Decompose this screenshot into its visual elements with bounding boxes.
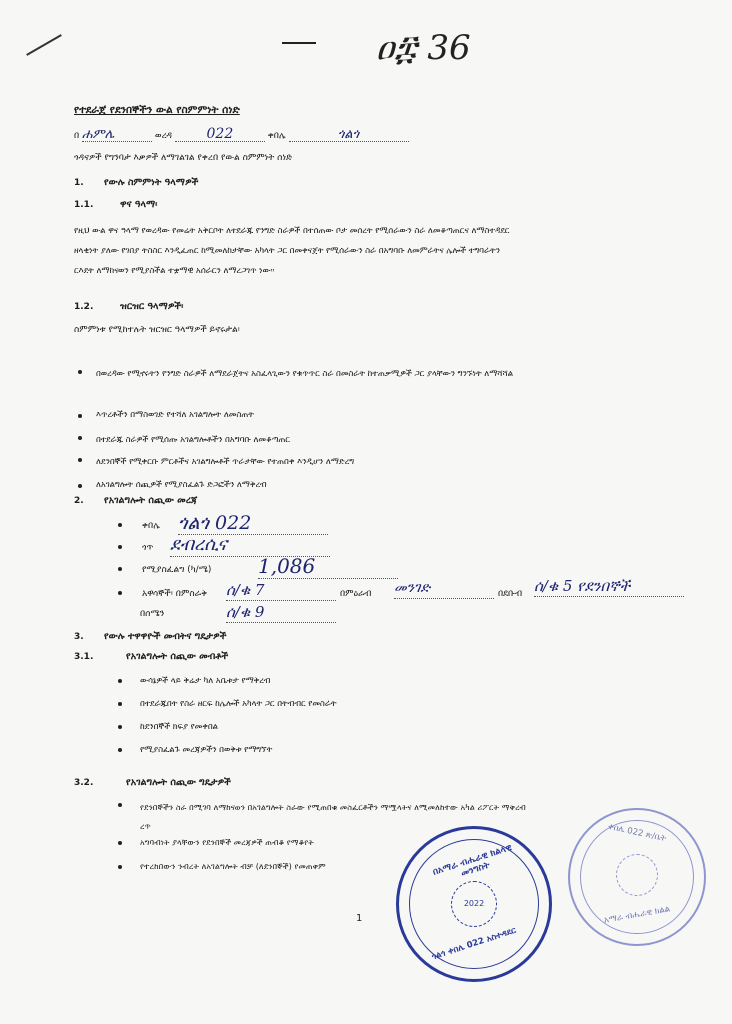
section-1-2-intro: ስምምነቱ የሚከተሉት ዝርዝር ዓላማዎች ይኖሩታል፡ bbox=[74, 325, 240, 335]
section-1-2-title: ዝርዝር ዓላማዎች፡ bbox=[120, 301, 184, 312]
para-line: ርእደት ለማከናወን የሚያስችል ተቋማዊ አሰራርን ለማረጋገጥ ነው። bbox=[74, 265, 275, 275]
info-hand: ሰ/ቁ 5 የደንበኞች bbox=[534, 576, 684, 597]
list-item-text: ለአገልግሎት ሰጪዎች የሚያስፈልጉ ድጋፎችን ለማቅረብ bbox=[96, 479, 267, 489]
bullet-dot bbox=[118, 679, 122, 683]
bullet-dot bbox=[118, 523, 122, 527]
meta-hand-3: ጎልጎ bbox=[289, 128, 409, 142]
list-item bbox=[74, 478, 674, 491]
info-label: የሚያስፈልግ (ካ/ሜ) bbox=[142, 565, 212, 575]
info-hand: ደብረሲና bbox=[170, 534, 330, 557]
section-2-number: 2. bbox=[74, 496, 84, 506]
section-3-title: የውሉ ተዋዋዮች መብትና ግዴታዎች bbox=[104, 631, 227, 642]
meta-label-1: በ bbox=[74, 131, 80, 141]
info-hand: 1,086 bbox=[258, 554, 398, 579]
bullet-dot bbox=[118, 841, 122, 845]
info-hand: ሰ/ቁ 7 bbox=[226, 580, 336, 601]
meta-hand-1: ሐምሌ bbox=[82, 128, 152, 142]
section-1-2-number: 1.2. bbox=[74, 302, 94, 312]
bullet-dot bbox=[118, 591, 122, 595]
para-line: ዘላቂነት ያለው የገበያ ትስስር እንዲፈጠር ከሚመለከታቸው አካላት ጋር በመቀናጀት የሚሰራውን ስራ በአግባቡ ለመምራትና ሌሎች ተግባራትን bbox=[74, 245, 501, 255]
info-label: በደቡብ bbox=[498, 589, 523, 599]
section-3-number: 3. bbox=[74, 632, 84, 642]
meta-line bbox=[74, 128, 544, 144]
meta-hand-2: 022 bbox=[175, 128, 265, 142]
pen-mark bbox=[26, 34, 62, 56]
section-2-title: የአገልግሎት ሰጪው መረጃ bbox=[104, 495, 198, 506]
handwritten-reference: ዐ፰ 36 bbox=[376, 28, 471, 68]
bullet-dot bbox=[118, 545, 122, 549]
meta-label-3: ቀበሌ bbox=[267, 131, 286, 141]
intro-line: ጎዳናዎች የግንባታ እቃዎች ለማገልገል የቀረበ የውል ስምምነት ሰነድ bbox=[74, 153, 293, 163]
info-label: አዋሳኞች፡ በምስራቅ bbox=[142, 589, 208, 599]
section-1-title: የውሉ ስምምነት ዓላማዎች bbox=[104, 177, 199, 188]
bullet-dot bbox=[78, 484, 82, 488]
list-item bbox=[74, 430, 674, 448]
section-1-1-title: ዋና ዓላማ፡ bbox=[120, 199, 158, 210]
bullet-dot bbox=[118, 803, 122, 807]
document-title: የተደራጀ የደንበኞችን ውል የስምምነት ሰነድ bbox=[74, 104, 240, 116]
section-1-number: 1. bbox=[74, 178, 84, 188]
section-1-1-number: 1.1. bbox=[74, 200, 94, 210]
stamp-text-bottom: ጎልጎ ቀበሌ 022 አስተዳደር bbox=[430, 925, 518, 963]
bullet-dot bbox=[118, 702, 122, 706]
info-hand: ሰ/ቁ 9 bbox=[226, 602, 336, 623]
list-item-text: የሚያስፈልጉ መረጃዎችን በወቅቱ የማግኘት bbox=[140, 744, 273, 754]
list-item-text: በወረዳው የሚኖሩትን የንግድ ስራዎች ለማደራጀትና አስፈላጊውን የቁጥጥር ስራ በመስራት ከተጠቃሚዎች ጋር ያላቸውን ግንኙነት ለማሻሻል bbox=[96, 368, 514, 378]
bullet-dot bbox=[78, 414, 82, 418]
list-item-text: ከደንበኞች ክፍያ የመቀበል bbox=[140, 721, 218, 731]
stamp-emblem-icon bbox=[616, 854, 658, 896]
bullet-list-3-1 bbox=[118, 674, 518, 766]
bullet-dot bbox=[118, 865, 122, 869]
page-number: 1 bbox=[356, 913, 363, 924]
bullet-dot bbox=[118, 748, 122, 752]
meta-label-2: ወረዳ bbox=[154, 131, 172, 141]
info-label: ጎጥ bbox=[142, 543, 154, 553]
list-item-text: የተረከበውን ንብረት ለአገልግሎት ብቻ (ለደንበኞች) የመጠቀም bbox=[140, 861, 326, 871]
list-item-text: ለደንበኞች የሚቀርቡ ምርቶችና አገልግሎቶች ጥራታቸው የተጠበቀ እንዲሆን ለማድረግ bbox=[96, 456, 355, 466]
section-1-1-paragraph bbox=[74, 220, 674, 280]
stamp-text-top: በአማራ ብሔራዊ ክልላዊ መንግስት bbox=[431, 842, 514, 880]
stamp-text-center: 2022 bbox=[463, 899, 485, 908]
info-row bbox=[118, 604, 418, 624]
official-stamp-right bbox=[568, 808, 706, 946]
bullet-dot bbox=[78, 458, 82, 462]
info-label: ቀበሌ bbox=[142, 521, 160, 531]
section-3-2-title: የአገልግሎት ሰጪው ግዴታዎች bbox=[126, 777, 231, 788]
stamp-text-bottom: አማራ ብሔራዊ ክልል bbox=[603, 904, 671, 926]
para-line: የዚህ ውል ዋና ዓላማ የወረዳው የመሬት አቅርቦት ለተደራጁ የንግድ ስራዎች በተሰጠው ቦታ መሰረት የሚሰራውን ስራ ለመቆጣጠርና ለማስተዳደር bbox=[74, 225, 510, 235]
list-item bbox=[118, 674, 518, 697]
list-item bbox=[118, 720, 518, 743]
list-item-text: አግባብነት ያላቸውን የደንበኞች መረጃዎች ጠብቆ የማቆየት bbox=[140, 837, 314, 847]
section-3-2-number: 3.2. bbox=[74, 778, 94, 788]
list-item-text: የደንበኞችን ስራ በሚገባ ለማከናወን በአገልግሎት ስራው የሚጠበቁ መስፈርቶችን ማሟላትና ለሚመለከተው አካል ሪፖርት ማቅረብ bbox=[140, 802, 526, 812]
pen-dash bbox=[282, 42, 316, 44]
bullet-dot bbox=[78, 370, 82, 374]
continuation-text: ረጥ bbox=[140, 821, 151, 831]
info-row bbox=[118, 554, 438, 580]
list-item-text: በተደራጁ ስራዎች የሚሰጡ አገልግሎቶችን በአግባቡ ለመቆጣጠር bbox=[96, 434, 290, 444]
section-3-1-number: 3.1. bbox=[74, 652, 94, 662]
bullet-dot bbox=[118, 567, 122, 571]
info-hand: መንገድ bbox=[394, 578, 494, 599]
info-label: በምዕራብ bbox=[340, 589, 372, 599]
list-item bbox=[118, 743, 518, 766]
official-stamp-left bbox=[396, 826, 552, 982]
list-item bbox=[74, 452, 674, 470]
info-hand: ጎልጎ 022 bbox=[178, 512, 328, 535]
list-item-text: እጥረቶችን በማስወገድ የተሻለ አገልግሎት ለመስጠት bbox=[96, 409, 254, 419]
info-row bbox=[118, 514, 418, 536]
list-item bbox=[74, 364, 674, 382]
section-3-1-title: የአገልግሎት ሰጪው መብቶች bbox=[126, 651, 229, 662]
list-item bbox=[118, 697, 518, 720]
list-item-text: ውሳኔዎች ላይ ቅሬታ ካለ አቤቱታ የማቅረብ bbox=[140, 675, 271, 685]
list-item-text: በተደራጁበት የስራ ዘርፍ ከሌሎች አካላት ጋር በትብብር የመስራት bbox=[140, 698, 337, 708]
bullet-dot bbox=[78, 436, 82, 440]
stamp-text-top: ቀበሌ 022 ጽ/ቤት bbox=[606, 821, 668, 845]
bullet-dot bbox=[118, 725, 122, 729]
list-item bbox=[74, 408, 674, 421]
info-label: በሰሜን bbox=[140, 609, 165, 619]
info-row-boundaries bbox=[118, 577, 718, 604]
